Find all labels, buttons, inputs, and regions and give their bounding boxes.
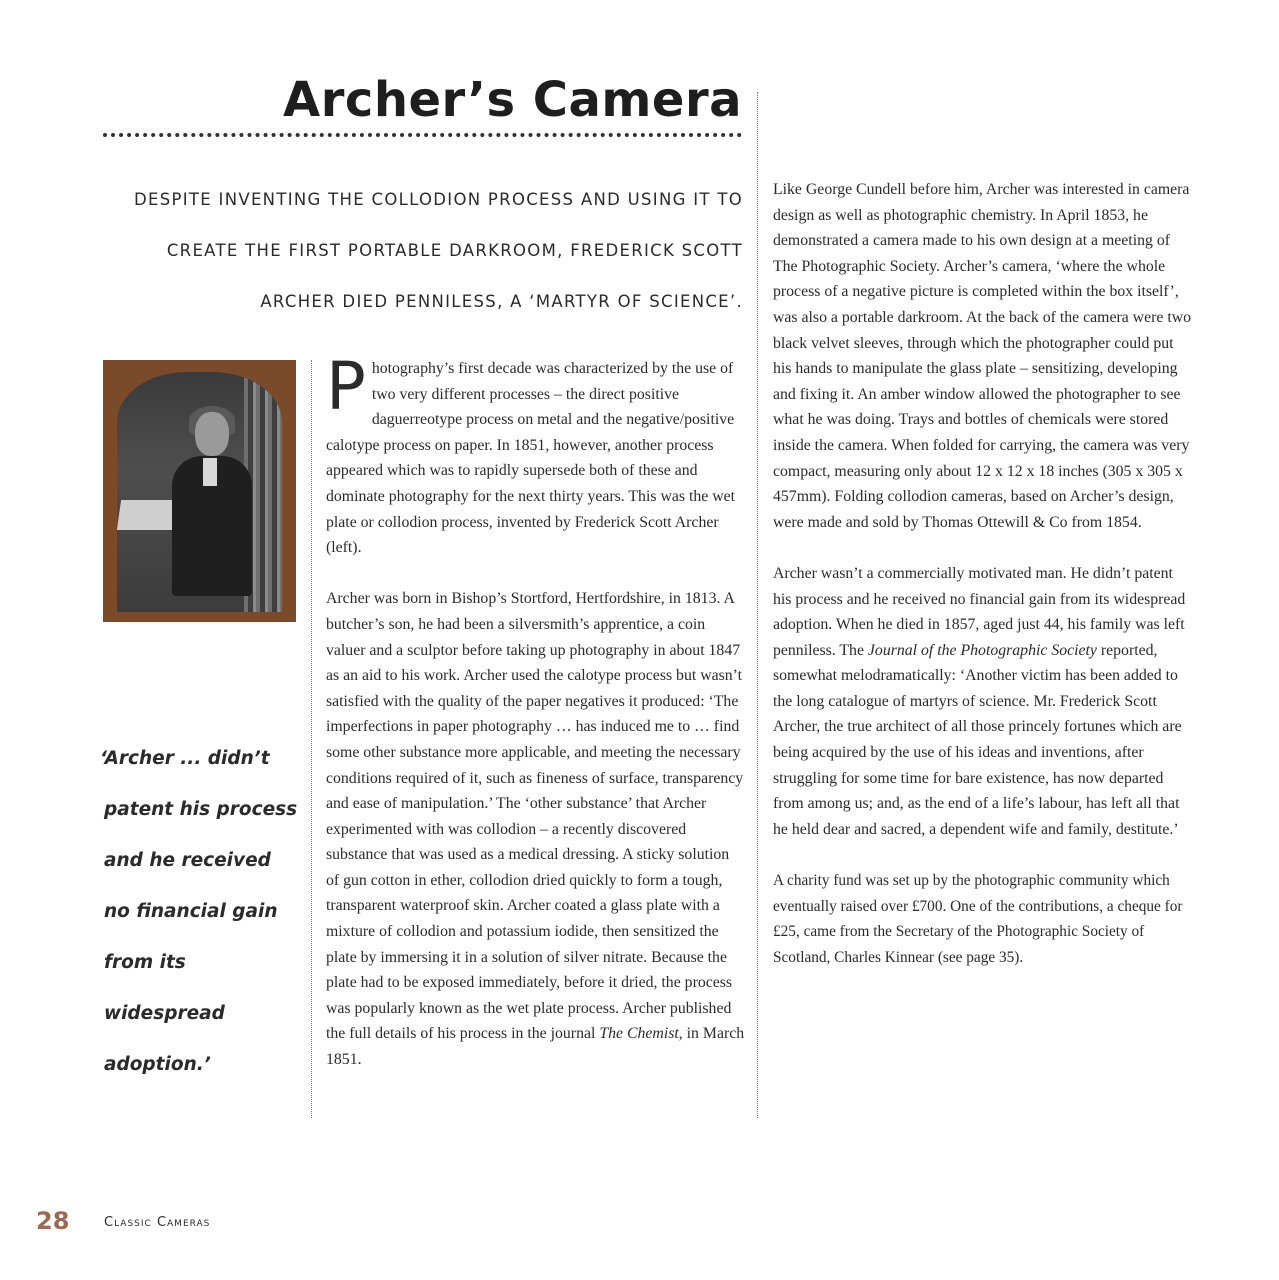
pull-quote xyxy=(100,733,300,1090)
pull-quote-line: ‘Archer ... didn’t xyxy=(100,748,270,769)
body-paragraph: A charity fund was set up by the photographic community which eventually raised over £700. One of the contributions, a cheque for £25, came from the Secretary of the Photographic Society of Scotland, Charles Kinnear (see page 35). xyxy=(773,872,1183,966)
face xyxy=(195,412,229,456)
pull-quote-line: no financial gain xyxy=(104,901,278,922)
standfirst: DESPITE INVENTING THE COLLODION PROCESS AND USING IT TO CREATE THE FIRST PORTABLE DARKROOM, FREDERICK SCOTT ARCHER DIED PENNILESS, A ‘MARTYR OF SCIENCE’. xyxy=(133,190,743,311)
paragraph-text: Archer was born in Bishop’s Stortford, Hertfordshire, in 1813. A butcher’s son, he had been a silversmith’s apprentice, a coin valuer and a sculptor before taking up photography in about 1847 as an aid to his work. Archer used the calotype process but wasn’t satisfied with the quality of the paper negatives it produced: ‘The imperfections in paper photography … has induced me to … find some other substance more applicable, and meeting the necessary conditions required of it, such as fineness of surface, transparency and ease of manipulation.’ The ‘other substance’ that Archer experimented with was collodion – a recently discovered substance that was used as a medical dressing. A sticky solution of gun cotton in ether, collodion dried quickly to form a tough, transparent waterproof skin. Archer coated a glass plate with a mixture of collodion and potassium iodide, then sensitized the plate by immersing it in a solution of silver nitrate. Because the plate had to be exposed immediately, before it dried, the process was popularly known as the wet plate process. Archer published the full details of his process in the journal xyxy=(326,590,744,1043)
page-title: Archer’s Camera xyxy=(283,72,742,128)
open-book xyxy=(117,500,177,530)
column-divider xyxy=(757,92,758,1118)
body-paragraph xyxy=(326,586,746,1072)
pull-quote-line: adoption.’ xyxy=(104,1054,211,1075)
archer-portrait-photo xyxy=(103,360,296,622)
running-head: Classic Cameras xyxy=(104,1215,211,1230)
dotted-title-rule xyxy=(103,133,742,137)
column-divider xyxy=(311,360,312,1118)
journal-title: The Chemist xyxy=(599,1025,679,1043)
shirt-front xyxy=(203,458,217,486)
body-paragraph xyxy=(773,561,1193,843)
body-column-right xyxy=(773,177,1193,996)
body-paragraph: Like George Cundell before him, Archer was interested in camera design as well as photographic chemistry. In April 1853, he demonstrated a camera made to his own design at a meeting of The Photographic Society. Archer’s camera, ‘where the whole process of a negative picture is completed within the box itself’, was also a portable darkroom. At the back of the camera were two black velvet sleeves, through which the photographer could put his hands to manipulate the glass plate – sensitizing, developing and fixing it. An amber window allowed the photographer to see what he was doing. Trays and bottles of chemicals were stored inside the camera. When folded for carrying, the camera was very compact, measuring only about 12 x 12 x 18 inches (305 x 305 x 457mm). Folding collodion cameras, based on Archer’s design, were made and sold by Thomas Ottewill & Co from 1854. xyxy=(773,181,1192,531)
body-paragraph xyxy=(326,348,746,561)
paragraph-text: reported, somewhat melodramatically: ‘Another victim has been added to the long catalogue of martyrs of science. Mr. Frederick Scott Archer, the true architect of all those princely fortunes which are being acquired by the use of his ideas and inventions, after struggling for some time for bare existence, has now departed from among us; and, as the end of a life’s labour, has left all that he held dear and sacred, a dependent wife and family, destitute.’ xyxy=(773,641,1182,838)
pull-quote-line: from its widespread xyxy=(104,952,225,1024)
daguerreotype-image xyxy=(117,372,282,612)
body-column-middle xyxy=(326,348,746,1098)
pull-quote-line: and he received xyxy=(104,850,271,871)
journal-title: Journal of the Photographic Society xyxy=(867,641,1097,659)
paragraph-text: , in March 1851. xyxy=(326,1025,745,1069)
pull-quote-line: patent his process xyxy=(104,799,298,820)
page-number: 28 xyxy=(36,1207,70,1235)
paragraph-text: hotography’s first decade was characterized by the use of two very different processes – the direct positive daguerreotype process on metal and the negative/positive calotype process on paper. In 1851, however, another process appeared which was to rapidly supersede both of these and dominate photography for the next thirty years. This was the wet plate or collodion process, invented by Frederick Scott Archer (left). xyxy=(326,360,736,557)
drop-cap: P xyxy=(326,348,366,425)
paragraph-text: Archer wasn’t a commercially motivated man. He didn’t patent his process and he received no financial gain from its widespread adoption. When he died in 1857, aged just 44, his family was left penniless. The xyxy=(773,564,1186,659)
